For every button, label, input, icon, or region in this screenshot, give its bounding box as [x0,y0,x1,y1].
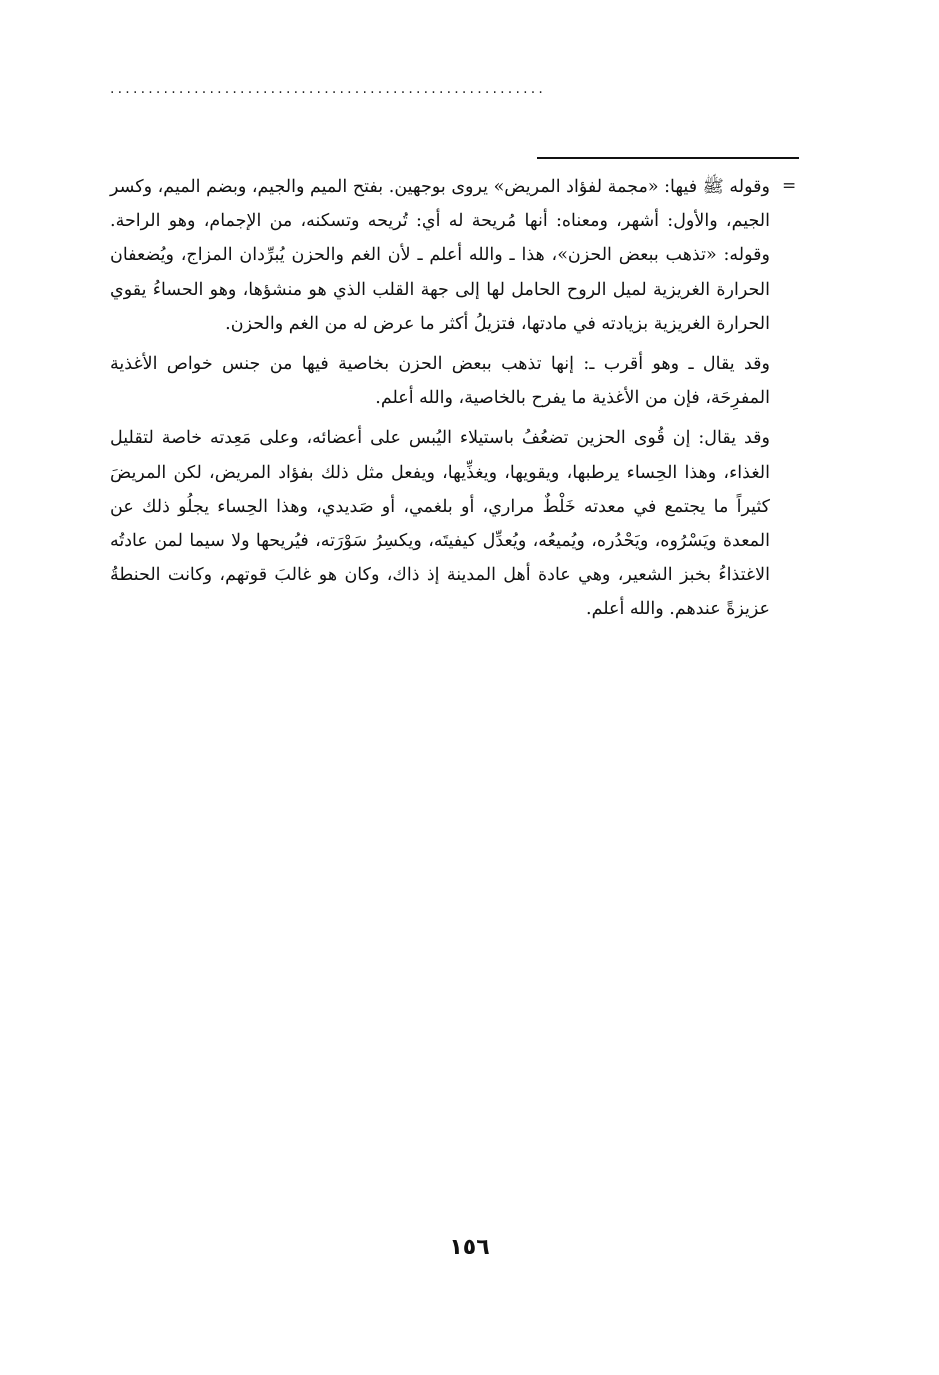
page-number: ١٥٦ [449,1235,490,1260]
footnote-paragraph: وقد يقال ـ وهو أقرب ـ: إنها تذهب ببعض الحزن بخاصية فيها من جنس خواص الأغذية المفرِحَة، فإن من الأغذية ما يفرح بالخاصية، والله أعلم. [110,354,770,409]
footnote-paragraph: وقوله ﷺ فيها: «مجمة لفؤاد المريض» يروى بوجهين. بفتح الميم والجيم، وبضم الميم، وكسر الجيم، والأول: أشهر، ومعناه: أنها مُريحة له أي: تُريحه وتسكنه، من الإجمام، وهو الراحة. وقوله: «تذهب ببعض الحزن»، هذا ـ والله أعلم ـ لأن الغم والحزن يُبرِّدان المزاج، ويُضعفان الحرارة الغريزية لميل الروح الحامل لها إلى جهة القلب الذي هو منشؤها، وهو الحساءُ يقوي الحرارة الغريزية بزيادته في مادتها، فتزيلُ أكثر ما عرض له من الغم والحزن. [110,177,770,334]
footnote-paragraph: وقد يقال: إن قُوى الحزين تضعُفُ باستيلاء اليُبس على أعضائه، وعلى مَعِدته خاصة لتقليل الغذاء، وهذا الحِساء يرطبها، ويقويها، ويغذِّيها، ويفعل مثل ذلك بفؤاد المريض، لكن المريضَ كثيراً ما يجتمع في معدته خَلْطٌ مراري، أو بلغمي، أو صَديدي، وهذا الحِساء يجلُو ذلك عن المعدة ويَسْرُوه، ويَحْدُره، ويُميعُه، ويُعدِّل كيفيتَه، ويكسِرُ سَوْرَته، فيُريحها ولا سيما لمن عادتُه الاغتذاءُ بخبز الشعير، وهي عادة أهل المدينة إذ ذاك، وكان هو غالبَ قوتهم، وكانت الحنطةُ عزيزةً عندهم. والله أعلم. [110,428,770,620]
header-dotted-line: ......................................................... [110,82,547,96]
footnote-body [110,170,770,633]
footnote-continuation-mark: = [782,176,797,196]
footnote-separator [537,157,799,159]
